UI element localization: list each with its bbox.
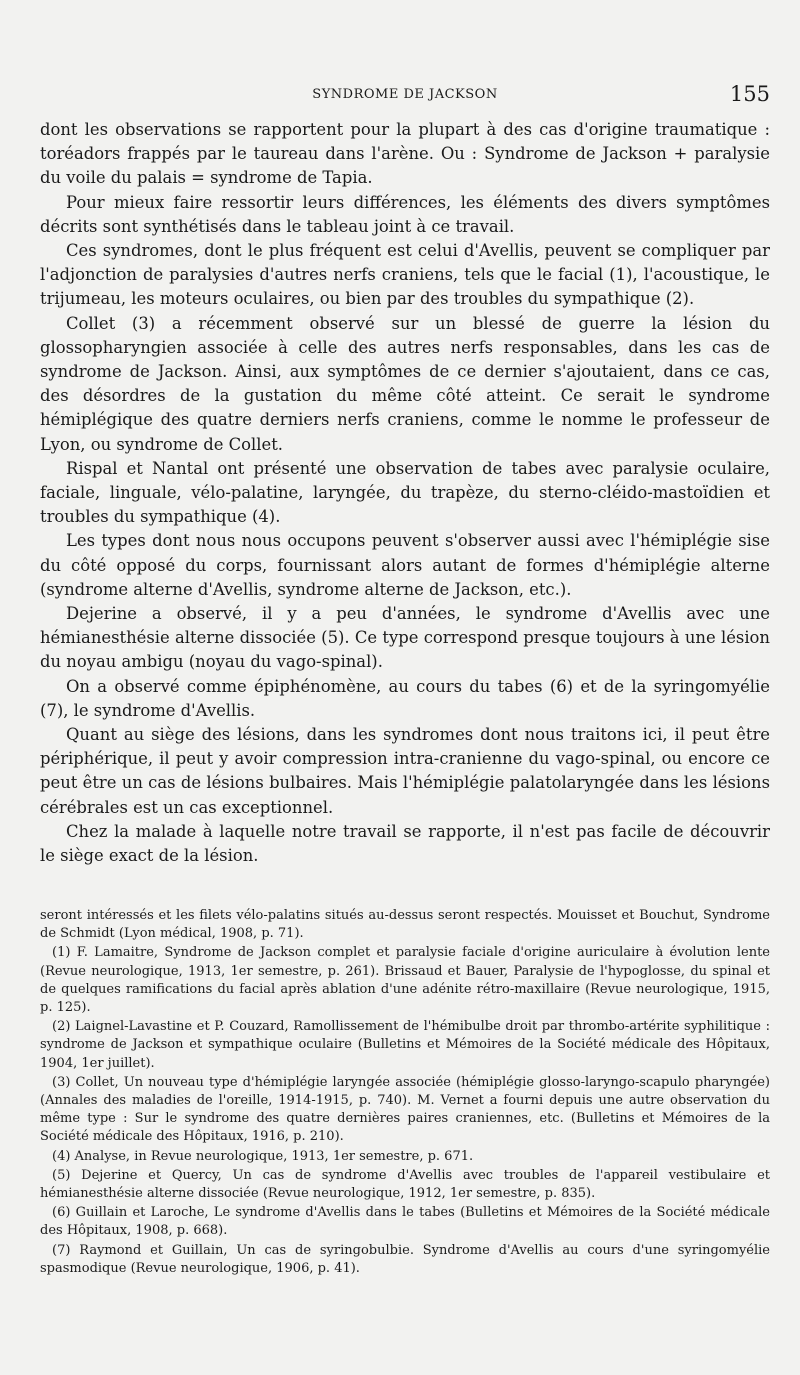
paragraph: dont les observations se rapportent pour la plupart à des cas d'origine traumatique : toréadors frappés par le taureau dans l'arène. Ou : Syndrome de Jackson + paralysie du voile du palais = syndrome de Tapia.	[40, 120, 770, 188]
paragraph: Collet (3) a récemment observé sur un blessé de guerre la lésion du glossopharyngien associée à celle des autres nerfs responsables, dans les cas de syndrome de Jackson. Ainsi, aux symptômes de ce dernier s'ajoutaient, dans ce cas, des désordres de la gustation du même côté atteint. Ce serait le syndrome hémiplégique des quatre derniers nerfs craniens, comme le nomme le professeur de Lyon, ou syndrome de Collet.	[40, 313, 770, 454]
running-title: SYNDROME DE JACKSON	[312, 87, 498, 102]
paragraph: On a observé comme épiphénomène, au cours du tabes (6) et de la syringomyélie (7), le syndrome d'Avellis.	[40, 676, 770, 720]
paragraph: Quant au siège des lésions, dans les syndromes dont nous traitons ici, il peut être périphérique, il peut y avoir compression intra-cranienne du vago-spinal, ou encore ce peut être un cas de lésions bulbaires. Mais l'hémiplégie palatolaryngée dans les lésions cérébrales est un cas exceptionnel.	[40, 725, 770, 817]
footnote-1: (1) F. Lamaitre, Syndrome de Jackson complet et paralysie faciale d'origine auriculaire à évolution lente (Revue neurologique, 1913, 1er semestre, p. 261). Brissaud et Bauer, Paralysie de l'hypoglosse, du spinal et de quelques ramifications du facial après ablation d'une adénite rétro-maxillaire (Revue neurologique, 1915, p. 125).	[40, 945, 770, 1016]
main-text	[40, 118, 770, 868]
paragraph: Pour mieux faire ressortir leurs différences, les éléments des divers symptômes décrits sont synthétisés dans le tableau joint à ce travail.	[40, 192, 770, 236]
footnote-continuation: seront intéressés et les filets vélo-palatins situés au-dessus seront respectés. Mouisset et Bouchut, Syndrome de Schmidt (Lyon médical, 1908, p. 71).	[40, 908, 770, 942]
page-number: 155	[729, 82, 770, 106]
paragraph: Ces syndromes, dont le plus fréquent est celui d'Avellis, peuvent se compliquer par l'adjonction de paralysies d'autres nerfs craniens, tels que le facial (1), l'acoustique, le trijumeau, les moteurs oculaires, ou bien par des troubles du sympathique (2).	[40, 241, 770, 309]
paragraph: Rispal et Nantal ont présenté une observation de tabes avec paralysie oculaire, faciale, linguale, vélo-palatine, laryngée, du trapèze, du sterno-cléido-mastoïdien et troubles du sympathique (4).	[40, 458, 770, 527]
paragraph: Chez la malade à laquelle notre travail se rapporte, il n'est pas facile de découvrir le siège exact de la lésion.	[40, 821, 770, 866]
page-header	[40, 82, 770, 106]
footnote-4: (4) Analyse, in Revue neurologique, 1913, 1er semestre, p. 671.	[52, 1148, 474, 1164]
footnotes	[40, 907, 770, 1279]
footnote-5: (5) Dejerine et Quercy, Un cas de syndrome d'Avellis avec troubles de l'appareil vestibulaire et hémianesthésie alterne dissociée (Revue neurologique, 1912, 1er semestre, p. 835).	[40, 1167, 770, 1202]
footnote-6: (6) Guillain et Laroche, Le syndrome d'Avellis dans le tabes (Bulletins et Mémoires de la Société médicale des Hôpitaux, 1908, p. 668).	[40, 1205, 770, 1239]
paragraph: Dejerine a observé, il y a peu d'années, le syndrome d'Avellis avec une hémianesthésie alterne dissociée (5). Ce type correspond presque toujours à une lésion du noyau ambigu (noyau du vago-spinal).	[40, 604, 770, 672]
paragraph: Les types dont nous nous occupons peuvent s'observer aussi avec l'hémiplégie sise du côté opposé du corps, fournissant alors autant de formes d'hémiplégie alterne (syndrome alterne d'Avellis, syndrome alterne de Jackson, etc.).	[40, 531, 770, 599]
footnote-7: (7) Raymond et Guillain, Un cas de syringobulbie. Syndrome d'Avellis au cours d'une syringomyélie spasmodique (Revue neurologique, 1906, p. 41).	[40, 1242, 770, 1276]
footnote-3: (3) Collet, Un nouveau type d'hémiplégie laryngée associée (hémiplégie glosso-laryngo-scapulo pharyngée) (Annales des maladies de l'oreille, 1914-1915, p. 740). M. Vernet a fourni depuis une autre observation du même type : Sur le syndrome des quatre dernières paires craniennes, etc. (Bulletins et Mémoires de la Société médicale des Hôpitaux, 1916, p. 210).	[40, 1074, 770, 1145]
footnote-2: (2) Laignel-Lavastine et P. Couzard, Ramollissement de l'hémibulbe droit par thrombo-artérite syphilitique : syndrome de Jackson et sympathique oculaire (Bulletins et Mémoires de la Société médicale des Hôpitaux, 1904, 1er juillet).	[40, 1019, 770, 1071]
